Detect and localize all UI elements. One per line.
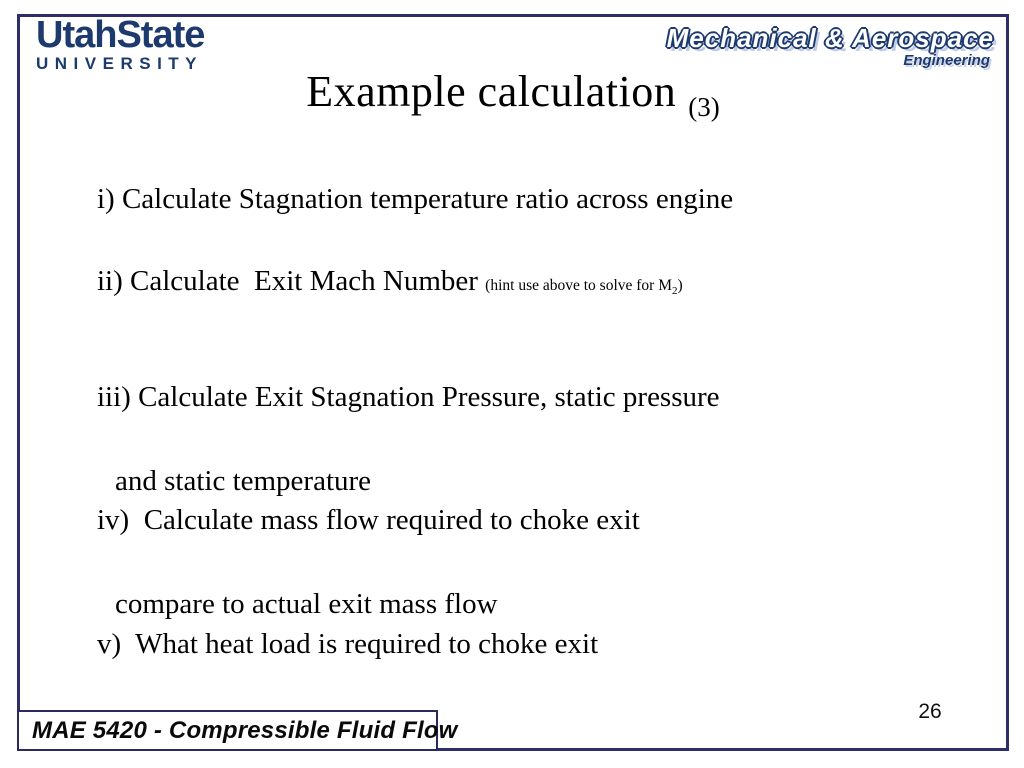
utah-state-university-logo [36, 16, 204, 72]
course-footer-box [17, 710, 458, 751]
bullet-item-v [68, 581, 978, 707]
bullet-item-v-text: v) What heat load is required to choke exit [97, 628, 599, 660]
slide-title-text: Example calculation [306, 67, 677, 116]
mae-logo-line2: Engineering [903, 52, 990, 69]
usu-logo-university-text: UNIVERSITY [36, 54, 204, 73]
bullet-item-ii-text: ii) Calculate Exit Mach Number [97, 265, 486, 297]
mechanical-aerospace-engineering-logo [667, 25, 994, 68]
hint-suffix: ) [677, 277, 683, 294]
hint-subscript: 2 [672, 285, 678, 298]
slide-title-number: (3) [688, 92, 720, 122]
bullet-item-i-text: i) Calculate Stagnation temperature ratio across engine [97, 183, 734, 215]
bullet-item-iii-line1: iii) Calculate Exit Stagnation Pressure, static pressure [97, 381, 720, 413]
bullet-item-ii [68, 218, 978, 349]
bullet-item-ii-hint [485, 277, 683, 298]
course-footer-text: MAE 5420 - Compressible Fluid Flow [32, 716, 458, 744]
bullet-item-iv-line1: iv) Calculate mass flow required to choke exit [97, 504, 640, 536]
slide-title [17, 66, 1009, 122]
mae-logo-line1: Mechanical & Aerospace [666, 23, 994, 53]
usu-logo-wordmark: UtahState [36, 14, 205, 56]
page-number: 26 [918, 700, 942, 723]
hint-prefix: (hint use above to solve for M [485, 277, 672, 294]
bullet-item-iv-line2: compare to actual exit mass flow [115, 588, 498, 620]
bullet-item-iii-line2: and static temperature [115, 465, 372, 497]
